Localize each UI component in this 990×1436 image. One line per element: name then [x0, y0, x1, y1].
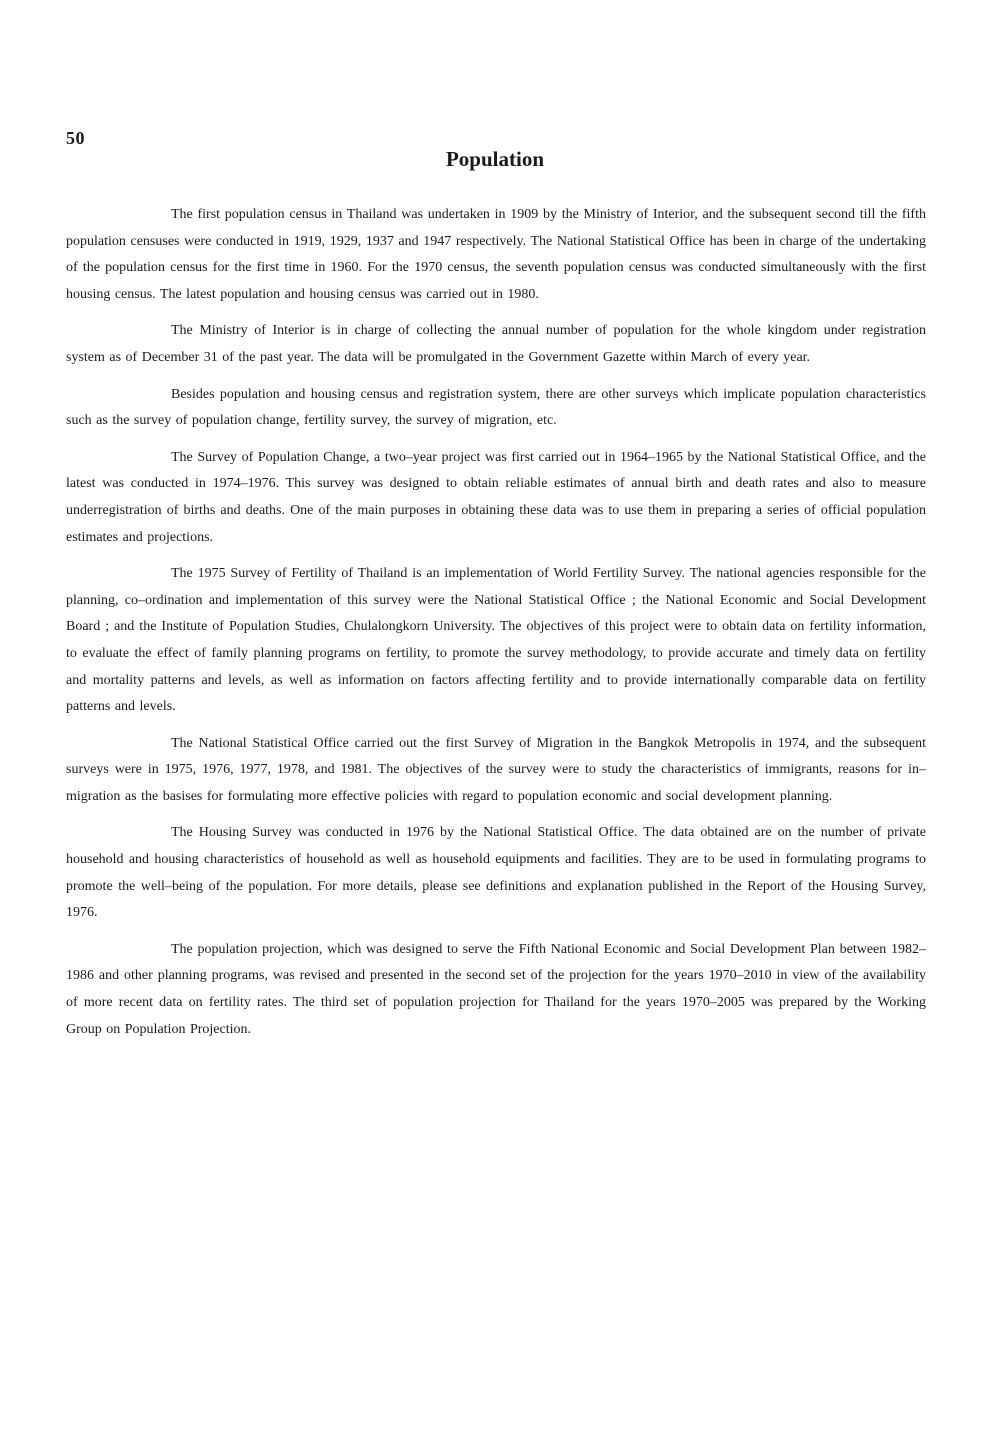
paragraph-population-projection: The population projection, which was designed to serve the Fifth National Economic and Social Development Plan between 1982–1986 and other planning programs, was revised and presented in the second set of the projection for the years 1970–2010 in view of the availability of more recent data on fertility rates. The third set of population projection for Thailand for the years 1970–2005 was prepared by the Working Group on Population Projection. — [66, 941, 926, 1037]
paragraph-registration: The Ministry of Interior is in charge of collecting the annual number of population for the whole kingdom under registration system as of December 31 of the past year. The data will be promulgated in the Government Gazette within March of every year. — [66, 323, 926, 365]
paragraph-population-change: The Survey of Population Change, a two–year project was first carried out in 1964–1965 by the National Statistical Office, and the latest was conducted in 1974–1976. This survey was designed to obtain reliable estimates of annual birth and death rates and also to measure underregistration of births and deaths. One of the main purposes in obtaining these data was to use them in preparing a series of official population estimates and projections. — [66, 449, 926, 545]
paragraph-housing-survey: The Housing Survey was conducted in 1976 by the National Statistical Office. The data obtained are on the number of private household and housing characteristics of household as well as household equipments and facilities. They are to be used in formulating programs to promote the well–being of the population. For more details, please see definitions and explanation published in the Report of the Housing Survey, 1976. — [66, 825, 926, 921]
paragraph-migration-survey: The National Statistical Office carried out the first Survey of Migration in the Bangkok Metropolis in 1974, and the subsequent surveys were in 1975, 1976, 1977, 1978, and 1981. The objectives of the survey were to study the characteristics of immigrants, reasons for in–migration as the basises for formulating more effective policies with regard to population economic and social development planning. — [66, 735, 926, 804]
page-number: 50 — [66, 128, 85, 148]
paragraph-fertility-survey: The 1975 Survey of Fertility of Thailand is an implementation of World Fertility Survey. The national agencies responsible for the planning, co–ordination and implementation of this survey were the National Statistical Office ; the National Economic and Social Development Board ; and the Institute of Population Studies, Chulalongkorn University. The objectives of this project were to obtain data on fertility information, to evaluate the effect of family planning programs on fertility, to promote the survey methodology, to provide accurate and timely data on fertility and mortality patterns and levels, as well as information on factors affecting fertility and to provide internationally comparable data on fertility patterns and levels. — [66, 566, 926, 715]
page-title: Population — [445, 147, 545, 171]
paragraph-other-surveys: Besides population and housing census and registration system, there are other surveys which implicate population characteristics such as the survey of population change, fertility survey, the survey of migration, etc. — [66, 386, 926, 429]
paragraph-census: The first population census in Thailand was undertaken in 1909 by the Ministry of Interior, and the subsequent second till the fifth population censuses were conducted in 1919, 1929, 1937 and 1947 respectively. The National Statistical Office has been in charge of the undertaking of the population census for the first time in 1960. For the 1970 census, the seventh population census was conducted simultaneously with the first housing census. The latest population and housing census was carried out in 1980. — [66, 207, 926, 302]
document-body — [66, 202, 926, 1053]
